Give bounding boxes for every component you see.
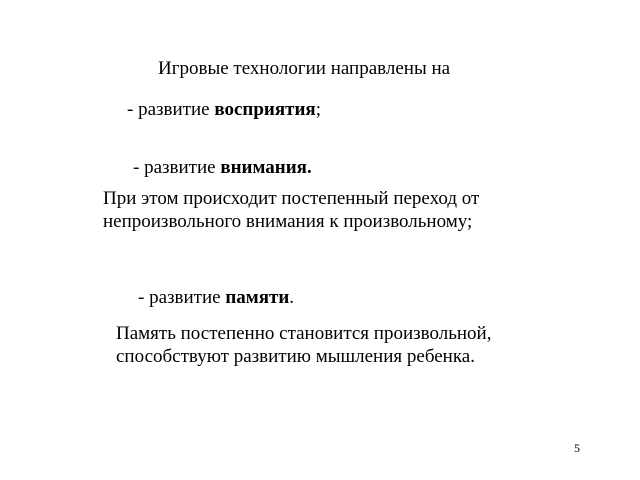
list-item-memory	[138, 287, 294, 309]
list-item-prefix: - развитие	[138, 287, 226, 308]
list-item-prefix: - развитие	[127, 99, 215, 120]
list-item-suffix: ;	[315, 99, 321, 120]
attention-note: При этом происходит постепенный переход от непроизвольного внимания к произвольному;	[103, 188, 480, 232]
list-item-keyword: восприятия	[214, 99, 316, 120]
slide-title: Игровые технологии направлены на	[158, 58, 451, 79]
list-item-prefix: - развитие	[133, 157, 221, 178]
list-item-suffix: .	[289, 287, 295, 308]
memory-note: Память постепенно становится произвольной, способствуют развитию мышления ребенка.	[116, 323, 492, 367]
list-item-keyword: памяти	[225, 287, 290, 308]
page-number: 5	[574, 441, 580, 455]
list-item-perception	[127, 99, 321, 121]
list-item-keyword: внимания.	[220, 157, 312, 178]
list-item-attention	[133, 157, 312, 179]
